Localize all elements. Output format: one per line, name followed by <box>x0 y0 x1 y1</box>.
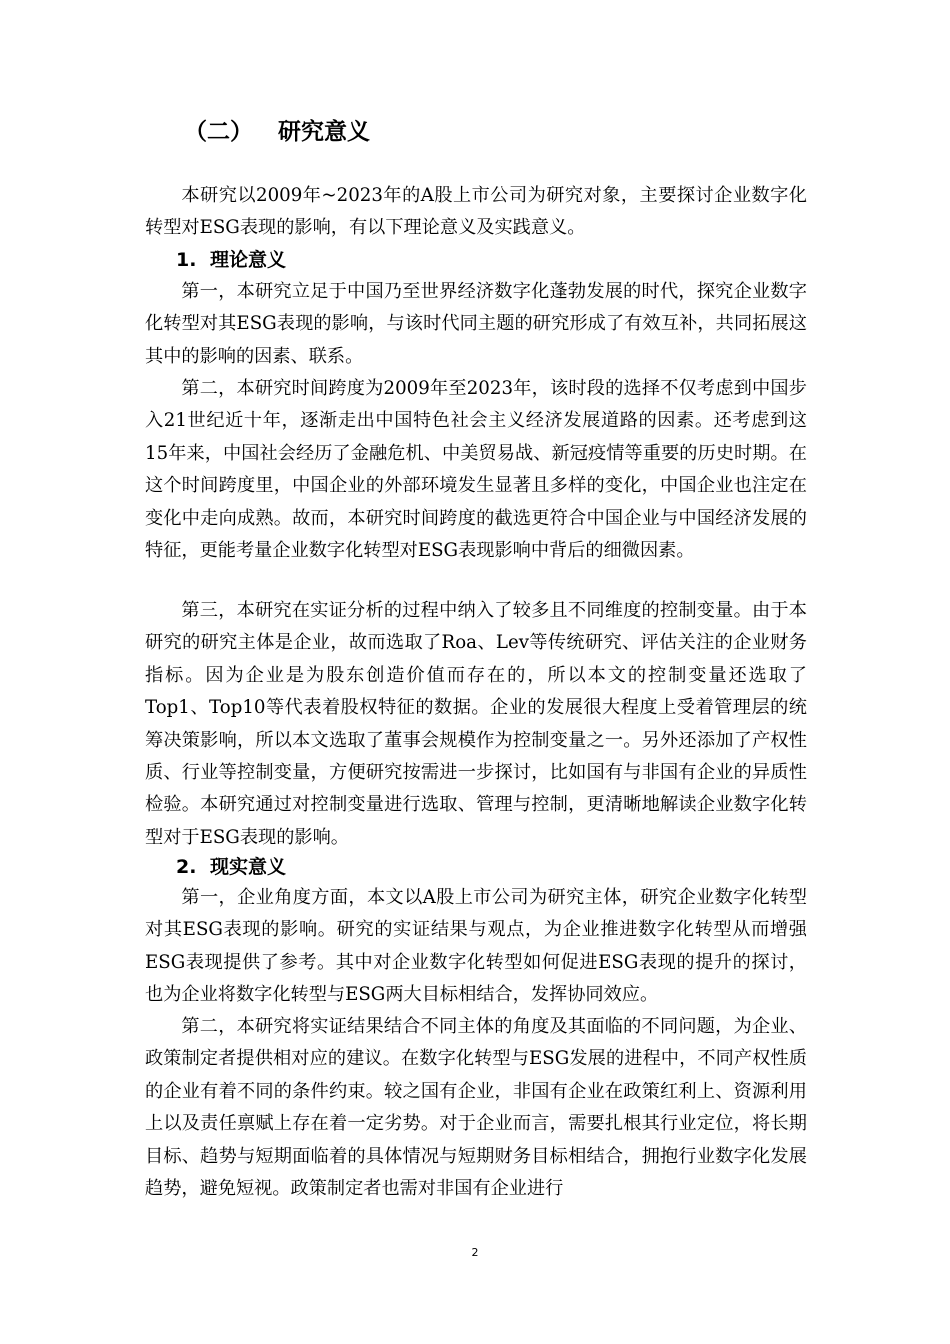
theory-paragraph-1: 第一，本研究立足于中国乃至世界经济数字化蓬勃发展的时代，探究企业数字化转型对其ESG表现的影响，与该时代同主题的研究形成了有效互补，共同拓展这其中的影响的因素、联系。 <box>145 281 807 367</box>
practice-paragraph-2: 第二，本研究将实证结果结合不同主体的角度及其面临的不同问题，为企业、政策制定者提供相对应的建议。在数字化转型与ESG发展的进程中，不同产权性质的企业有着不同的条件约束。较之国有企业，非国有企业在政策红利上、资源利用上以及责任禀赋上存在着一定劣势。对于企业而言，需要扎根其行业定位，将长期目标、趋势与短期面临着的具体情况与短期财务目标相结合，拥抱行业数字化发展趋势，避免短视。政策制定者也需对非国有企业进行 <box>145 1016 807 1200</box>
subsection-heading-theory <box>176 244 286 276</box>
section-title: 研究意义 <box>278 119 370 145</box>
theory-paragraph-2: 第二，本研究时间跨度为2009年至2023年，该时段的选择不仅考虑到中国步入21世纪近十年，逐渐走出中国特色社会主义经济发展道路的因素。还考虑到这15年来，中国社会经历了金融危机、中美贸易战、新冠疫情等重要的历史时期。在这个时间跨度里，中国企业的外部环境发生显著且多样的变化，中国企业也注定在变化中走向成熟。故而，本研究时间跨度的截选更符合中国企业与中国经济发展的特征，更能考量企业数字化转型对ESG表现影响中背后的细微因素。 <box>145 378 807 562</box>
theory-paragraph-3: 第三，本研究在实证分析的过程中纳入了较多且不同维度的控制变量。由于本研究的研究主体是企业，故而选取了Roa、Lev等传统研究、评估关注的企业财务指标。因为企业是为股东创造价值而存在的，所以本文的控制变量还选取了Top1、Top10等代表着股权特征的数据。企业的发展很大程度上受着管理层的统筹决策影响，所以本文选取了董事会规模作为控制变量之一。另外还添加了产权性质、行业等控制变量，方便研究按需进一步探讨，比如国有与非国有企业的异质性检验。本研究通过对控制变量进行选取、管理与控制，更清晰地解读企业数字化转型对于ESG表现的影响。 <box>145 600 807 848</box>
section-heading <box>184 112 370 152</box>
subsection-number: 2. <box>176 856 197 878</box>
section-number: （二） <box>184 119 253 145</box>
subsection-number: 1. <box>176 249 197 271</box>
subsection-heading-practice <box>176 851 286 883</box>
intro-paragraph: 本研究以2009年~2023年的A股上市公司为研究对象，主要探讨企业数字化转型对ESG表现的影响，有以下理论意义及实践意义。 <box>145 185 807 239</box>
practice-paragraph-1: 第一，企业角度方面，本文以A股上市公司为研究主体，研究企业数字化转型对其ESG表现的影响。研究的实证结果与观点，为企业推进数字化转型从而增强ESG表现提供了参考。其中对企业数字化转型如何促进ESG表现的提升的探讨，也为企业将数字化转型与ESG两大目标相结合，发挥协同效应。 <box>145 887 807 1006</box>
page-number: 2 <box>471 1246 479 1259</box>
subsection-title: 现实意义 <box>210 856 287 878</box>
subsection-title: 理论意义 <box>210 249 287 271</box>
